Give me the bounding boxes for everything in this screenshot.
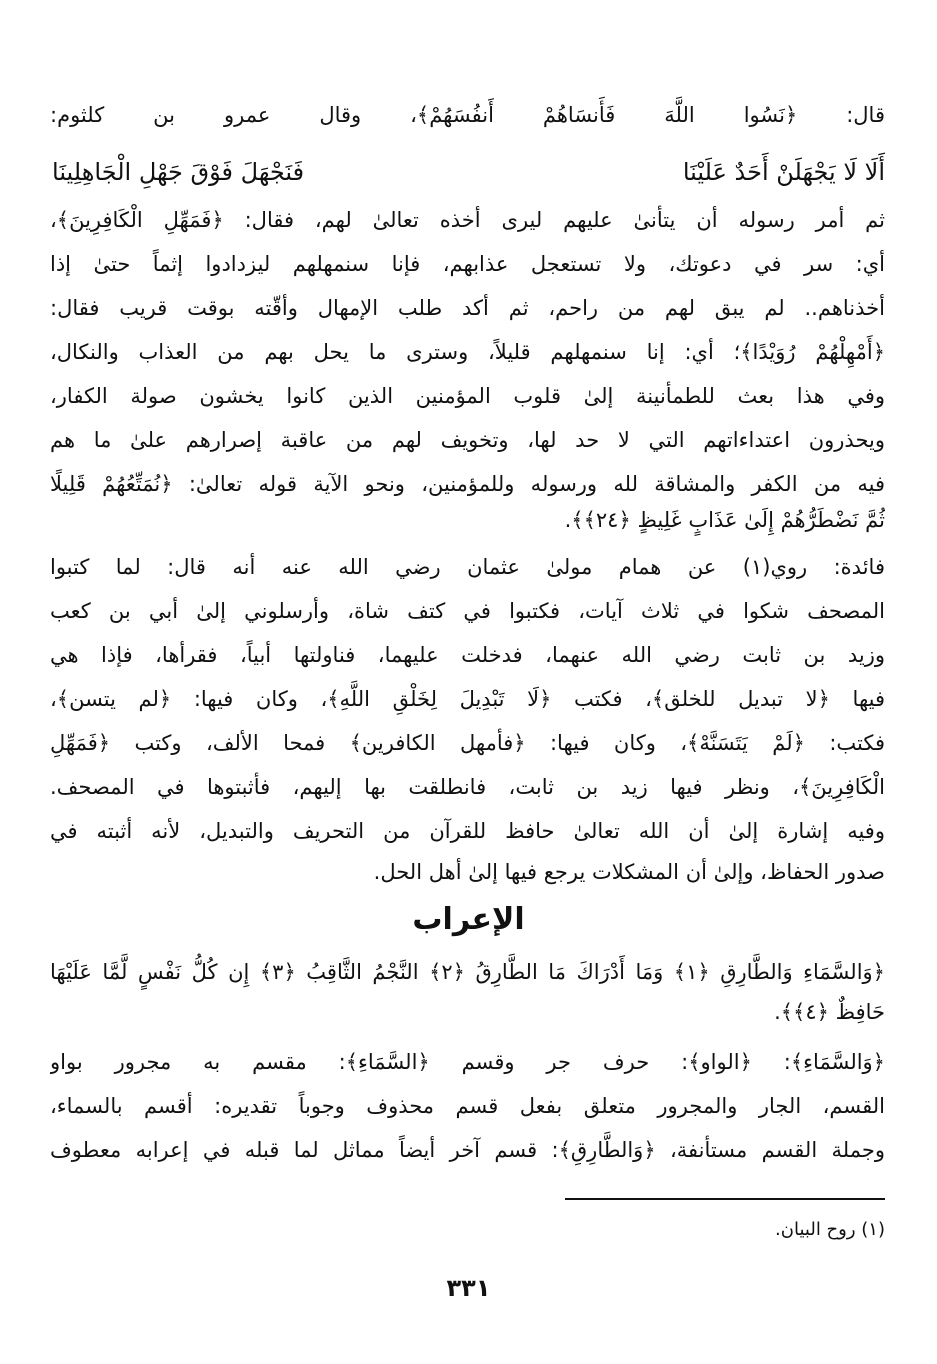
footnote-divider — [565, 1198, 885, 1200]
text-line: أي: سر في دعوتك، ولا تستعجل عذابهم، فإنا سنمهلهم ليزدادوا إثماً حتىٰ إذا — [50, 252, 885, 276]
text-line-verse: حَافِظٌ ﴿٤﴾﴾. — [774, 1000, 885, 1024]
text-line: الْكَافِرِينَ﴾، ونظر فيها زيد بن ثابت، فانطلقت بها إليهم، فأثبتوها في المصحف. — [50, 775, 885, 799]
text-line: وفيه إشارة إلىٰ أن الله تعالىٰ حافظ للقرآن من التحريف والتبديل، لأنه أثبته في — [50, 819, 885, 843]
text-line: فيها ﴿لا تبديل للخلق﴾، فكتب ﴿لَا تَبْدِيلَ لِخَلْقِ اللَّهِ﴾، وكان فيها: ﴿لم يتسن﴾، — [50, 687, 885, 711]
poem-first-hemistich: أَلَا لَا يَجْهَلَنْ أَحَدٌ عَلَيْنَا — [682, 158, 885, 186]
text-line-verse: ﴿وَالسَّمَاءِ وَالطَّارِقِ ﴿١﴾ وَمَا أَدْرَاكَ مَا الطَّارِقُ ﴿٢﴾ النَّجْمُ الثَّاقِبُ ﴿٣﴾ إِن كُلُّ نَفْسٍ لَّمَّا عَلَيْهَا — [50, 960, 885, 984]
section-heading: الإعراب — [412, 902, 525, 937]
text-line: قال: ﴿نَسُوا اللَّهَ فَأَنسَاهُمْ أَنفُسَهُمْ﴾، وقال عمرو بن كلثوم: — [50, 103, 885, 127]
text-line: فيه من الكفر والمشاقة لله ورسوله وللمؤمنين، ونحو الآية قوله تعالىٰ: ﴿نُمَتِّعُهُمْ قَلِيلًا — [50, 472, 885, 496]
poem-second-hemistich: فَنَجْهَلَ فَوْقَ جَهْلِ الْجَاهِلِينَا — [52, 158, 305, 186]
text-line: المصحف شكوا في ثلاث آيات، فكتبوا في كتف شاة، وأرسلوني إلىٰ أبي بن كعب — [50, 599, 885, 623]
text-line: ثم أمر رسوله أن يتأنىٰ عليهم ليرى أخذه تعالىٰ لهم، فقال: ﴿فَمَهِّلِ الْكَافِرِينَ﴾، — [50, 208, 885, 232]
text-line: فكتب: ﴿لَمْ يَتَسَنَّهْ﴾، وكان فيها: ﴿فأمهل الكافرين﴾ فمحا الألف، وكتب ﴿فَمَهِّلِ — [50, 731, 885, 755]
text-line: وجملة القسم مستأنفة، ﴿وَالطَّارِقِ﴾: قسم آخر أيضاً مماثل لما قبله في إعرابه معطوف — [50, 1138, 885, 1162]
text-line: وزيد بن ثابت رضي الله عنهما، فدخلت عليهما، فناولتها أبياً، فقرأها، فإذا هي — [50, 643, 885, 667]
page-number: ٣٣١ — [446, 1274, 491, 1302]
text-line: القسم، الجار والمجرور متعلق بفعل قسم محذوف وجوباً تقديره: أقسم بالسماء، — [50, 1094, 885, 1118]
text-line: ثُمَّ نَضْطَرُّهُمْ إِلَىٰ عَذَابٍ غَلِيظٍ ﴿٢٤﴾﴾. — [564, 508, 885, 532]
text-line: ﴿أَمْهِلْهُمْ رُوَيْدًا﴾؛ أي: إنا سنمهلهم قليلاً، وسترى ما يحل بهم من العذاب والنكال، — [50, 340, 885, 364]
text-line: صدور الحفاظ، وإلىٰ أن المشكلات يرجع فيها إلىٰ أهل الحل. — [373, 860, 885, 884]
text-line: ويحذرون اعتداءاتهم التي لا حد لها، وتخويف لهم من عاقبة إصرارهم علىٰ ما هم — [50, 428, 885, 452]
text-line-faida: فائدة: روي(١) عن همام مولىٰ عثمان رضي الله عنه أنه قال: لما كتبوا — [50, 555, 885, 579]
text-line: ﴿وَالسَّمَاءِ﴾: ﴿الواو﴾: حرف جر وقسم ﴿السَّمَاءِ﴾: مقسم به مجرور بواو — [50, 1050, 885, 1074]
text-line: وفي هذا بعث للطمأنينة إلىٰ قلوب المؤمنين الذين كانوا يخشون صولة الكفار، — [50, 384, 885, 408]
footnote: (١) روح البيان. — [775, 1219, 885, 1240]
text-line: أخذناهم.. لم يبق لهم من راحم، ثم أكد طلب الإمهال وأقّته بوقت قريب فقال: — [50, 296, 885, 320]
